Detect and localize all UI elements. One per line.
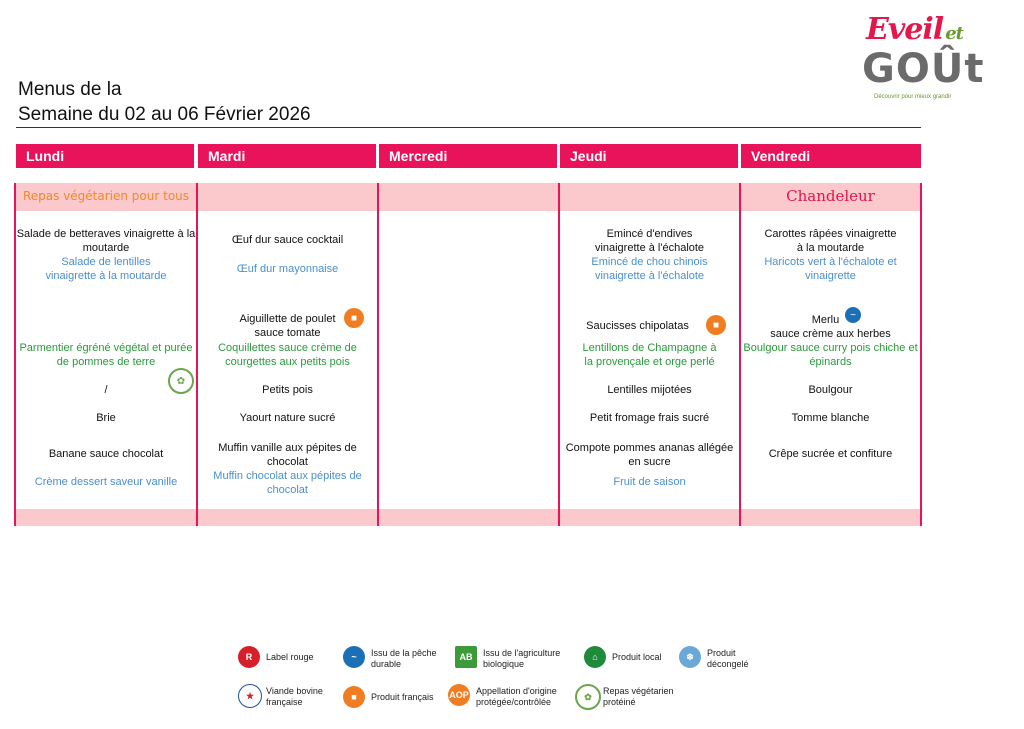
logo-word-eveil: Eveil <box>866 12 944 47</box>
day-header-mardi: Mardi <box>198 144 376 168</box>
day-header-jeudi: Jeudi <box>560 144 738 168</box>
note-chandeleur: Chandeleur <box>786 187 875 205</box>
column-jeudi <box>558 183 739 526</box>
menu-entree-alt: Haricots vert à l'échalote et vinaigrette <box>764 256 897 282</box>
logo-word-gout: GOÛt <box>862 46 985 92</box>
menu-plat: Aiguillette de poulet sauce tomate <box>239 313 336 339</box>
day-header-mercredi: Mercredi <box>379 144 557 168</box>
menu-entree-alt: Salade de lentilles vinaigrette à la moutarde <box>45 256 167 282</box>
band-bottom <box>16 509 196 526</box>
local-product-icon: ⌂ <box>584 646 606 668</box>
french-beef-icon: ★ <box>238 684 262 708</box>
menu-entree: Salade de betteraves vinaigrette à la moutarde <box>16 228 196 254</box>
menu-entree-alt: Œuf dur mayonnaise <box>236 263 339 275</box>
menu-accompagnement: / <box>104 384 108 396</box>
menu-fromage: Tomme blanche <box>791 412 870 424</box>
band-top <box>16 183 196 211</box>
menu-plat-alt: Lentillons de Champagne à la provençale et orge perlé <box>582 342 717 368</box>
menu-fromage: Yaourt nature sucré <box>239 412 336 424</box>
label-rouge-icon: R <box>238 646 260 668</box>
menu-accompagnement: Boulgour <box>808 384 853 396</box>
sustainable-fishing-icon: ~ <box>845 307 861 323</box>
band-bottom <box>379 509 558 526</box>
day-header-lundi: Lundi <box>16 144 194 168</box>
menu-plat: Saucisses chipolatas <box>586 320 689 332</box>
band-top <box>198 183 377 211</box>
menu-fromage: Petit fromage frais sucré <box>589 412 710 424</box>
column-vendredi <box>739 183 922 526</box>
menu-fromage: Brie <box>96 412 116 424</box>
menu-accompagnement: Lentilles mijotées <box>607 384 692 396</box>
column-mercredi <box>377 183 558 526</box>
menu-plat-sauce: sauce crème aux herbes <box>770 328 891 340</box>
menu-entree: Œuf dur sauce cocktail <box>231 234 344 246</box>
menu-plat-alt: Boulgour sauce curry pois chiche et épinards <box>743 342 918 368</box>
logo <box>858 12 1008 104</box>
title-divider <box>16 127 921 128</box>
page-title <box>18 77 311 127</box>
day-header-vendredi: Vendredi <box>741 144 921 168</box>
band-bottom <box>560 509 739 526</box>
menu-accompagnement: Petits pois <box>262 384 313 396</box>
menu-dessert: Banane sauce chocolat <box>48 448 164 460</box>
menu-dessert: Compote pommes ananas allégée en sucre <box>565 442 734 468</box>
aop-icon: AOP <box>448 684 470 706</box>
band-top <box>560 183 739 211</box>
band-top <box>741 183 920 211</box>
menu-plat-alt: Coquillettes sauce crème de courgettes aux petits pois <box>218 342 357 368</box>
french-product-icon: ■ <box>343 686 365 708</box>
menu-dessert: Muffin vanille aux pépites de chocolat <box>218 442 357 468</box>
band-bottom <box>198 509 377 526</box>
menu-entree: Emincé d'endives vinaigrette à l'échalote <box>594 228 705 254</box>
title-line-1: Menus de la <box>18 79 122 100</box>
column-mardi <box>196 183 377 526</box>
menu-plat-fish: Merlu <box>811 314 840 326</box>
sustainable-fishing-icon: ~ <box>343 646 365 668</box>
menu-entree: Carottes râpées vinaigrette à la moutarde <box>764 228 897 254</box>
organic-ab-icon: AB <box>455 646 477 668</box>
menu-dessert-alt: Muffin chocolat aux pépites de chocolat <box>213 470 362 496</box>
menu-dessert-alt: Crème dessert saveur vanille <box>34 476 178 488</box>
title-line-2: Semaine du 02 au 06 Février 2026 <box>18 104 311 125</box>
logo-word-et: et <box>945 23 963 44</box>
menu-plat: Parmentier égréné végétal et purée de pommes de terre <box>19 342 193 368</box>
vegetarian-protein-icon: ✿ <box>575 684 601 710</box>
vegetarian-protein-icon: ✿ <box>168 368 194 394</box>
menu-entree-alt: Emincé de chou chinois vinaigrette à l'échalote <box>591 256 708 282</box>
logo-tagline: Découvrir pour mieux grandir <box>874 94 952 100</box>
note-vegetarian: Repas végétarien pour tous <box>22 189 190 203</box>
french-product-icon: ■ <box>706 315 726 335</box>
column-lundi <box>14 183 196 526</box>
band-bottom <box>741 509 920 526</box>
menu-dessert-alt: Fruit de saison <box>613 476 686 488</box>
french-product-icon: ■ <box>344 308 364 328</box>
menu-dessert: Crêpe sucrée et confiture <box>768 448 893 460</box>
band-top <box>379 183 558 211</box>
snowflake-icon: ❄ <box>679 646 701 668</box>
